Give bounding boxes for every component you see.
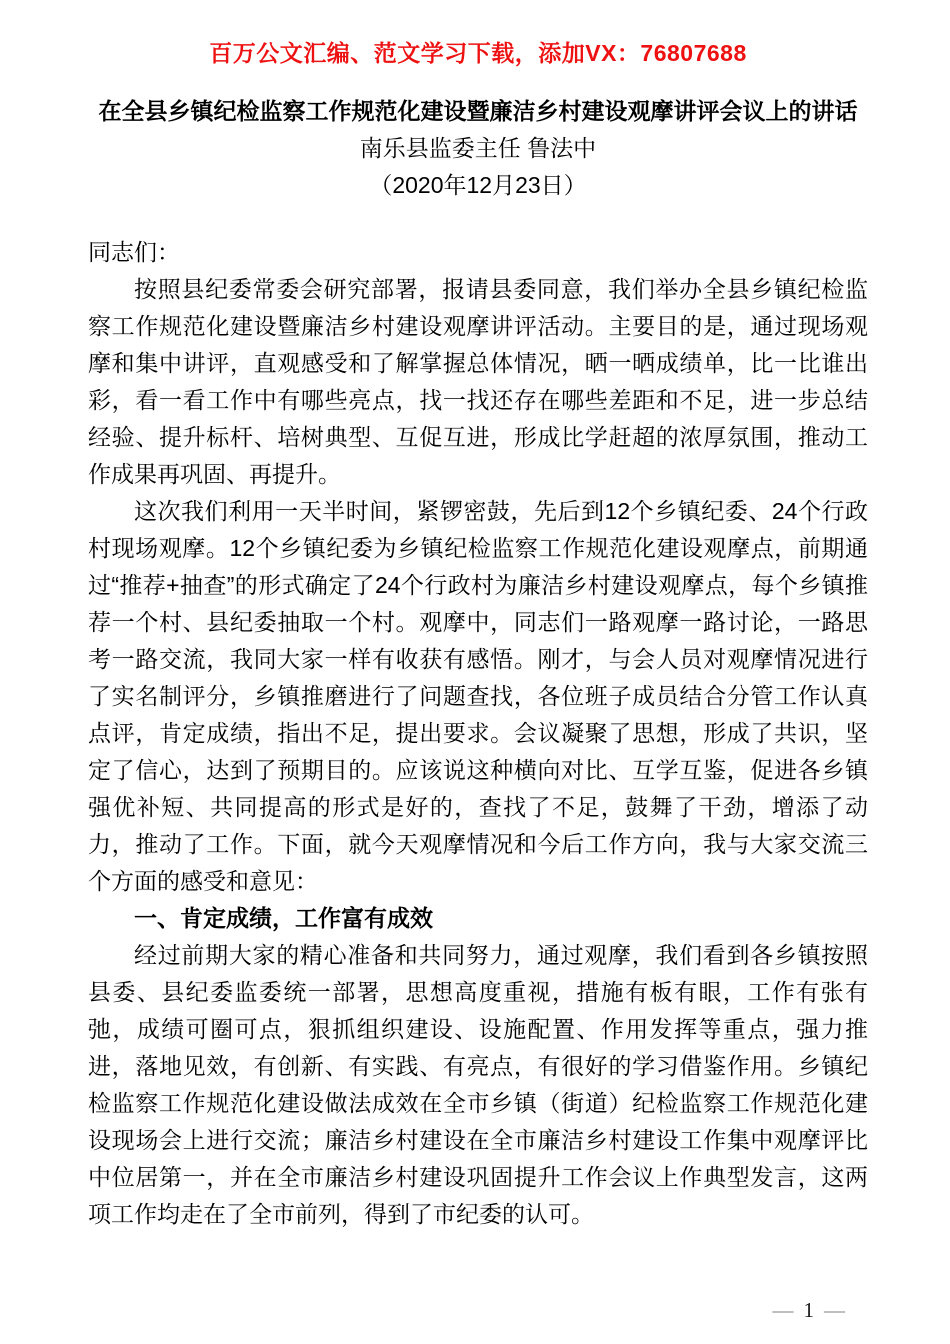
document-title: 在全县乡镇纪检监察工作规范化建设暨廉洁乡村建设观摩讲评会议上的讲话 [98,98,858,124]
document-body [88,234,868,1233]
page-number-dash-right: — [824,1298,845,1322]
author-line: 南乐县监委主任 鲁法中 [359,135,597,161]
promo-header: 百万公文汇编、范文学习下载，添加VX：76807688 [209,40,747,66]
paragraph-2: 这次我们利用一天半时间，紧锣密鼓，先后到12个乡镇纪委、24个行政村现场观摩。12个乡镇纪委为乡镇纪检监察工作规范化建设观摩点，前期通过“推荐+抽查”的形式确定了24个行政村为廉洁乡村建设观摩点，每个乡镇推荐一个村、县纪委抽取一个村。观摩中，同志们一路观摩一路讨论，一路思考一路交流，我同大家一样有收获有感悟。刚才，与会人员对观摩情况进行了实名制评分，乡镇推磨进行了问题查找，各位班子成员结合分管工作认真点评，肯定成绩，指出不足，提出要求。会议凝聚了思想，形成了共识，坚定了信心，达到了预期目的。应该说这种横向对比、互学互鉴，促进各乡镇强优补短、共同提高的形式是好的，查找了不足，鼓舞了干劲，增添了动力，推动了工作。下面，就今天观摩情况和今后工作方向，我与大家交流三个方面的感受和意见： [88,498,868,894]
paragraph-1: 按照县纪委常委会研究部署，报请县委同意，我们举办全县乡镇纪检监察工作规范化建设暨廉洁乡村建设观摩讲评活动。主要目的是，通过现场观摩和集中讲评，直观感受和了解掌握总体情况，晒一晒成绩单，比一比谁出彩，看一看工作中有哪些亮点，找一找还存在哪些差距和不足，进一步总结经验、提升标杆、培树典型、互促互进，形成比学赶超的浓厚氛围，推动工作成果再巩固、再提升。 [88,276,868,487]
page-footer [773,1298,846,1322]
section-heading-1: 一、肯定成绩，工作富有成效 [134,905,433,931]
page-number-dash-left: — [772,1298,794,1322]
paragraph-3: 经过前期大家的精心准备和共同努力，通过观摩，我们看到各乡镇按照县委、县纪委监委统一部署，思想高度重视，措施有板有眼，工作有张有弛，成绩可圈可点，狠抓组织建设、设施配置、作用发挥等重点，强力推进，落地见效，有创新、有实践、有亮点，有很好的学习借鉴作用。乡镇纪检监察工作规范化建设做法成效在全市乡镇（街道）纪检监察工作规范化建设现场会上进行交流；廉洁乡村建设在全市廉洁乡村建设工作集中观摩评比中位居第一，并在全市廉洁乡村建设巩固提升工作会议上作典型发言，这两项工作均走在了全市前列，得到了市纪委的认可。 [88,942,868,1227]
date-line: （2020年12月23日） [369,172,587,198]
salutation: 同志们： [88,239,180,265]
page-number: 1 [803,1298,814,1322]
